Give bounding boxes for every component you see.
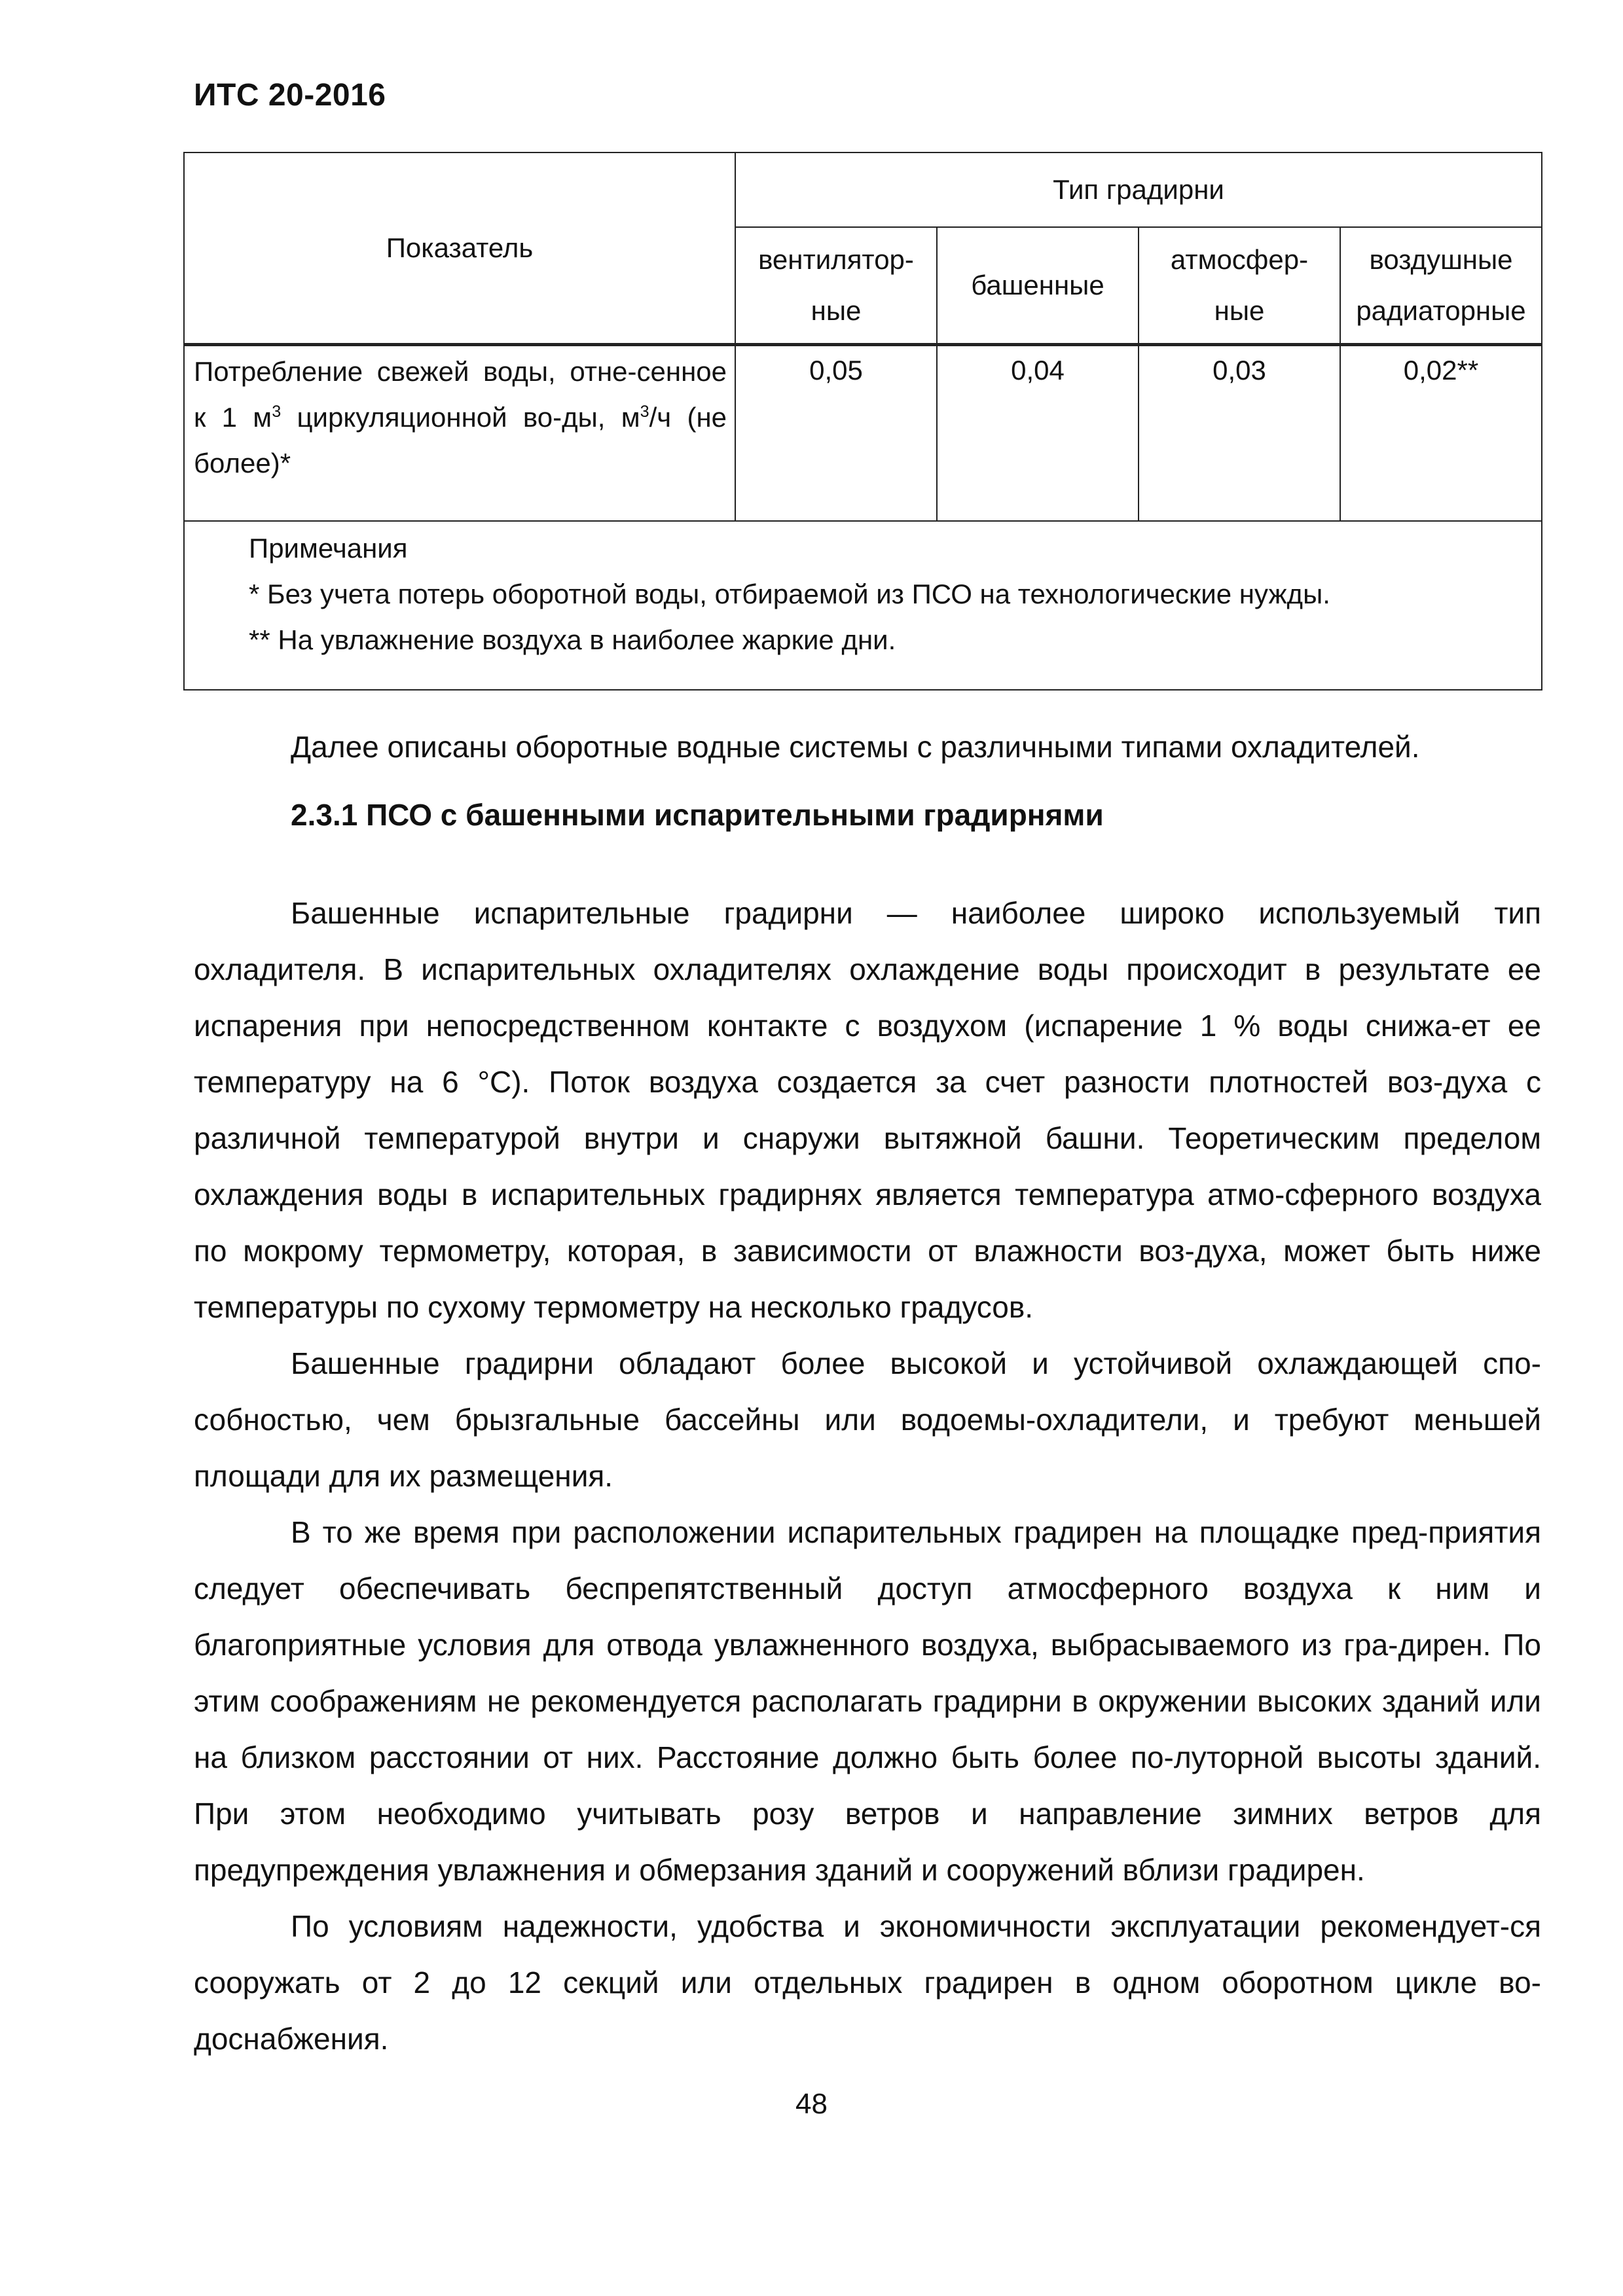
note-item: ** На увлажнение воздуха в наиболее жаркие дни.	[249, 624, 896, 655]
value-air-radiator: 0,02**	[1340, 345, 1542, 522]
row-parameter-name: Потребление свежей воды, отне-сенное к 1 $м^3$ циркуляционной во-ды, $м^3/ч$ (не более)*	[184, 345, 735, 522]
page-number: 48	[795, 2088, 828, 2120]
header-air-radiator-type: воздушные радиаторные	[1340, 227, 1542, 345]
header-tower-shaft-type: башенные	[937, 227, 1139, 345]
cooling-tower-table	[183, 152, 1542, 691]
paragraph: Башенные испарительные градирни — наиболее широко используемый тип охладителя. В испарительных охладителях охлаждение воды происходит в результате ее испарения при непосредственном контакте с воздухом (испарение 1 % воды снижа-ет ее температуру на 6 °С). Поток воздуха создается за счет разности плотностей воз-духа с различной температурой внутри и снаружи вытяжной башни. Теоретическим пределом охлаждения воды в испарительных градирнях является температура атмо-сферного воздуха по мокрому термометру, которая, в зависимости от влажности воз-духа, может быть ниже температуры по сухому термометру на несколько градусов.	[194, 896, 1541, 1324]
note-item: * Без учета потерь оборотной воды, отбираемой из ПСО на технологические нужды.	[249, 579, 1330, 609]
notes-title: Примечания	[249, 533, 408, 564]
paragraph: По условиям надежности, удобства и экономичности эксплуатации рекомендует-ся сооружать от 2 до 12 секций или отдельных градирен в одном оборотном цикле во-доснабжения.	[194, 1909, 1541, 2056]
document-code: ИТС 20-2016	[194, 78, 386, 113]
header-tower-type: Тип градирни	[735, 152, 1542, 227]
value-atmospheric: 0,03	[1139, 345, 1340, 522]
header-atmospheric-type: атмосфер- ные	[1139, 227, 1340, 345]
body-text	[194, 885, 1541, 2067]
header-fan-type: вентилятор- ные	[735, 227, 937, 345]
table-notes	[184, 521, 1542, 690]
table-row	[184, 345, 1542, 522]
paragraph: В то же время при расположении испарительных градирен на площадке пред-приятия следует обеспечивать беспрепятственный доступ атмосферного воздуха к ним и благоприятные условия для отвода увлажненного воздуха, выбрасываемого из гра-дирен. По этим соображениям не рекомендуется располагать градирни в окружении высоких зданий или на близком расстоянии от них. Расстояние должно быть более по-луторной высоты зданий. При этом необходимо учитывать розу ветров и направление зимних ветров для предупреждения увлажнения и обмерзания зданий и сооружений вблизи градирен.	[194, 1515, 1541, 1887]
paragraph: Башенные градирни обладают более высокой и устойчивой охлаждающей спо-собностью, чем брызгальные бассейны или водоемы-охладители, и требуют меньшей площади для их размещения.	[194, 1346, 1541, 1493]
value-tower: 0,04	[937, 345, 1139, 522]
intro-paragraph: Далее описаны оборотные водные системы с различными типами охладителей.	[291, 730, 1420, 764]
header-indicator: Показатель	[184, 152, 735, 345]
section-heading: 2.3.1 ПСО с башенными испарительными градирнями	[291, 798, 1104, 832]
value-fan: 0,05	[735, 345, 937, 522]
